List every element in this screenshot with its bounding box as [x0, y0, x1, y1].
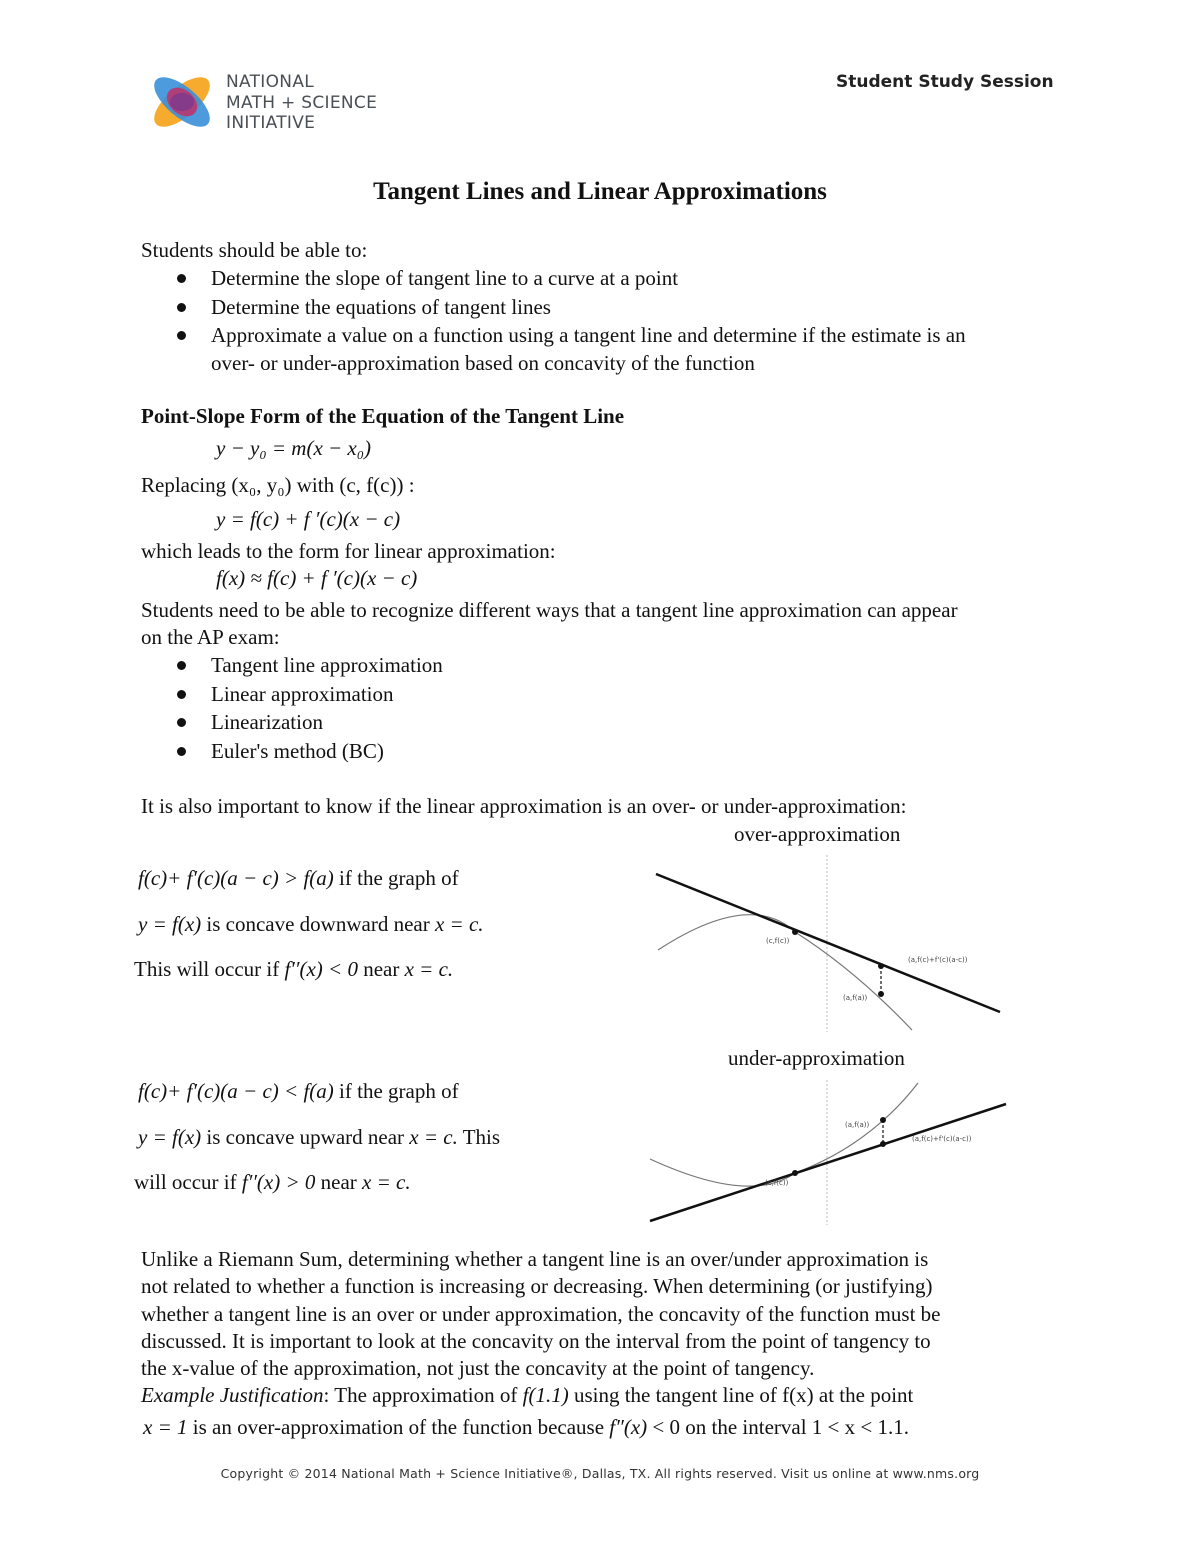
example-text: using the tangent line of f(x) at the point: [568, 1383, 914, 1407]
graph-label: (a,f(a)): [843, 994, 868, 1002]
graph-label: (c,f(c)): [765, 1179, 789, 1187]
under-line-1: [138, 1077, 459, 1105]
concave-up-curve: [650, 1083, 918, 1186]
logo-line: NATIONAL: [226, 72, 315, 92]
list-item: Determine the equations of tangent lines: [175, 293, 966, 322]
over-text: if the graph of: [333, 866, 459, 890]
page-title: Tangent Lines and Linear Approximations: [373, 178, 827, 205]
under-text: This: [457, 1125, 501, 1149]
objective-continuation: over- or under-approximation based on concavity of the function: [211, 351, 755, 375]
example-line-2: [143, 1413, 909, 1441]
list-item: Linear approximation: [175, 680, 443, 709]
x-equals-c: x = c.: [434, 912, 484, 936]
tangency-point: [792, 1170, 798, 1176]
under-text: is concave upward near: [201, 1125, 410, 1149]
function-expr: y = f(x): [138, 912, 202, 936]
tangent-equation: y = f(c) + f ′(c)(x − c): [216, 507, 401, 531]
under-label: under-approximation: [728, 1046, 905, 1070]
paragraph-line: Unlike a Riemann Sum, determining whether a tangent line is an over/under approximation is: [141, 1247, 929, 1271]
under-inequality: f(c)+ f′(c)(a − c) < f(a): [138, 1079, 334, 1103]
paragraph-line: not related to whether a function is increasing or decreasing. When determining (or justifying): [141, 1274, 933, 1299]
over-text: near: [357, 957, 405, 981]
importance-text: It is also important to know if the linear approximation is an over- or under-approximation:: [141, 794, 907, 818]
graph-label: (a,f(c)+f'(c)(a-c)): [912, 1135, 972, 1143]
conclusion-paragraph: [141, 1246, 941, 1382]
example-text: is an over-approximation of the function because: [187, 1415, 610, 1439]
x-equals-c: x = c.: [362, 1170, 411, 1194]
under-text: near: [315, 1170, 363, 1194]
under-line-2: [138, 1123, 500, 1151]
over-line-1: [138, 864, 459, 892]
over-inequality: f(c)+ f′(c)(a − c) > f(a): [138, 866, 334, 890]
under-line-3: [134, 1168, 411, 1196]
list-item: Linearization: [175, 708, 443, 737]
tangent-line: [650, 1104, 1006, 1221]
over-line-2: [138, 910, 484, 938]
session-label: Student Study Session: [836, 72, 1054, 92]
objectives-list: [175, 264, 966, 350]
list-item: Determine the slope of tangent line to a curve at a point: [175, 264, 966, 293]
example-label: Example Justification: [141, 1383, 324, 1407]
paragraph-line: the x-value of the approximation, not just the concavity at the point of tangency.: [141, 1356, 815, 1381]
under-text: will occur if: [134, 1170, 242, 1194]
function-expr: y = f(x): [138, 1125, 202, 1149]
graph-label: (a,f(c)+f'(c)(a-c)): [908, 956, 968, 964]
nmsi-logo: [150, 70, 214, 134]
concave-down-curve: [658, 915, 912, 1030]
forms-list: [175, 651, 443, 765]
example-math: x = 1: [143, 1415, 188, 1439]
tangent-line: [656, 874, 1000, 1012]
over-text: is concave downward near: [201, 912, 435, 936]
example-text: < 0 on the interval 1 < x < 1.1.: [647, 1415, 909, 1439]
replacing-text: Replacing (x₀, y₀) with (c, f(c)) :: [141, 473, 415, 497]
intro-text: Students should be able to:: [141, 238, 368, 262]
second-derivative-condition: f′′(x) < 0: [284, 957, 358, 981]
logo-wordmark: [226, 72, 377, 134]
list-item: Tangent line approximation: [175, 651, 443, 680]
over-text: This will occur if: [134, 957, 285, 981]
tangency-point: [792, 929, 798, 935]
logo-line: MATH + SCIENCE: [226, 92, 378, 113]
x-equals-c: x = c.: [404, 957, 454, 981]
graph-label: (a,f(a)): [845, 1121, 870, 1129]
example-math: f″(x): [609, 1415, 648, 1439]
section-heading: Point-Slope Form of the Equation of the Tangent Line: [141, 404, 625, 428]
paragraph-line: discussed. It is important to look at the concavity on the interval from the point of tangency to: [141, 1328, 931, 1353]
footer-copyright: Copyright © 2014 National Math + Science Initiative®, Dallas, TX. All rights reserved. Visit us online at www.nms.org: [220, 1466, 980, 1481]
logo-line: INITIATIVE: [226, 113, 316, 133]
under-text: if the graph of: [333, 1079, 459, 1103]
example-math: f(1.1): [522, 1383, 569, 1407]
linear-approx-equation: f(x) ≈ f(c) + f ′(c)(x − c): [216, 566, 418, 590]
list-item: Approximate a value on a function using a tangent line and determine if the estimate is an: [175, 321, 966, 350]
over-label: over-approximation: [734, 822, 901, 846]
second-derivative-condition: f′′(x) > 0: [241, 1170, 316, 1194]
under-approximation-graph: [640, 1075, 1020, 1230]
graph-label: (c,f(c)): [766, 937, 790, 945]
x-equals-c: x = c.: [409, 1125, 458, 1149]
recognize-text: Students need to be able to recognize different ways that a tangent line approximation can appear: [141, 598, 958, 622]
leads-to-text: which leads to the form for linear approximation:: [141, 539, 556, 563]
recognize-text-2: on the AP exam:: [141, 625, 280, 649]
example-line-1: [141, 1381, 913, 1409]
point-slope-equation: y − y₀ = m(x − x₀): [216, 436, 372, 460]
example-text: : The approximation of: [323, 1383, 523, 1407]
list-item: Euler's method (BC): [175, 737, 443, 766]
paragraph-line: whether a tangent line is an over or under approximation, the concavity of the function must be: [141, 1301, 941, 1326]
over-approximation-graph: [640, 850, 1020, 1040]
over-line-3: [134, 955, 453, 983]
